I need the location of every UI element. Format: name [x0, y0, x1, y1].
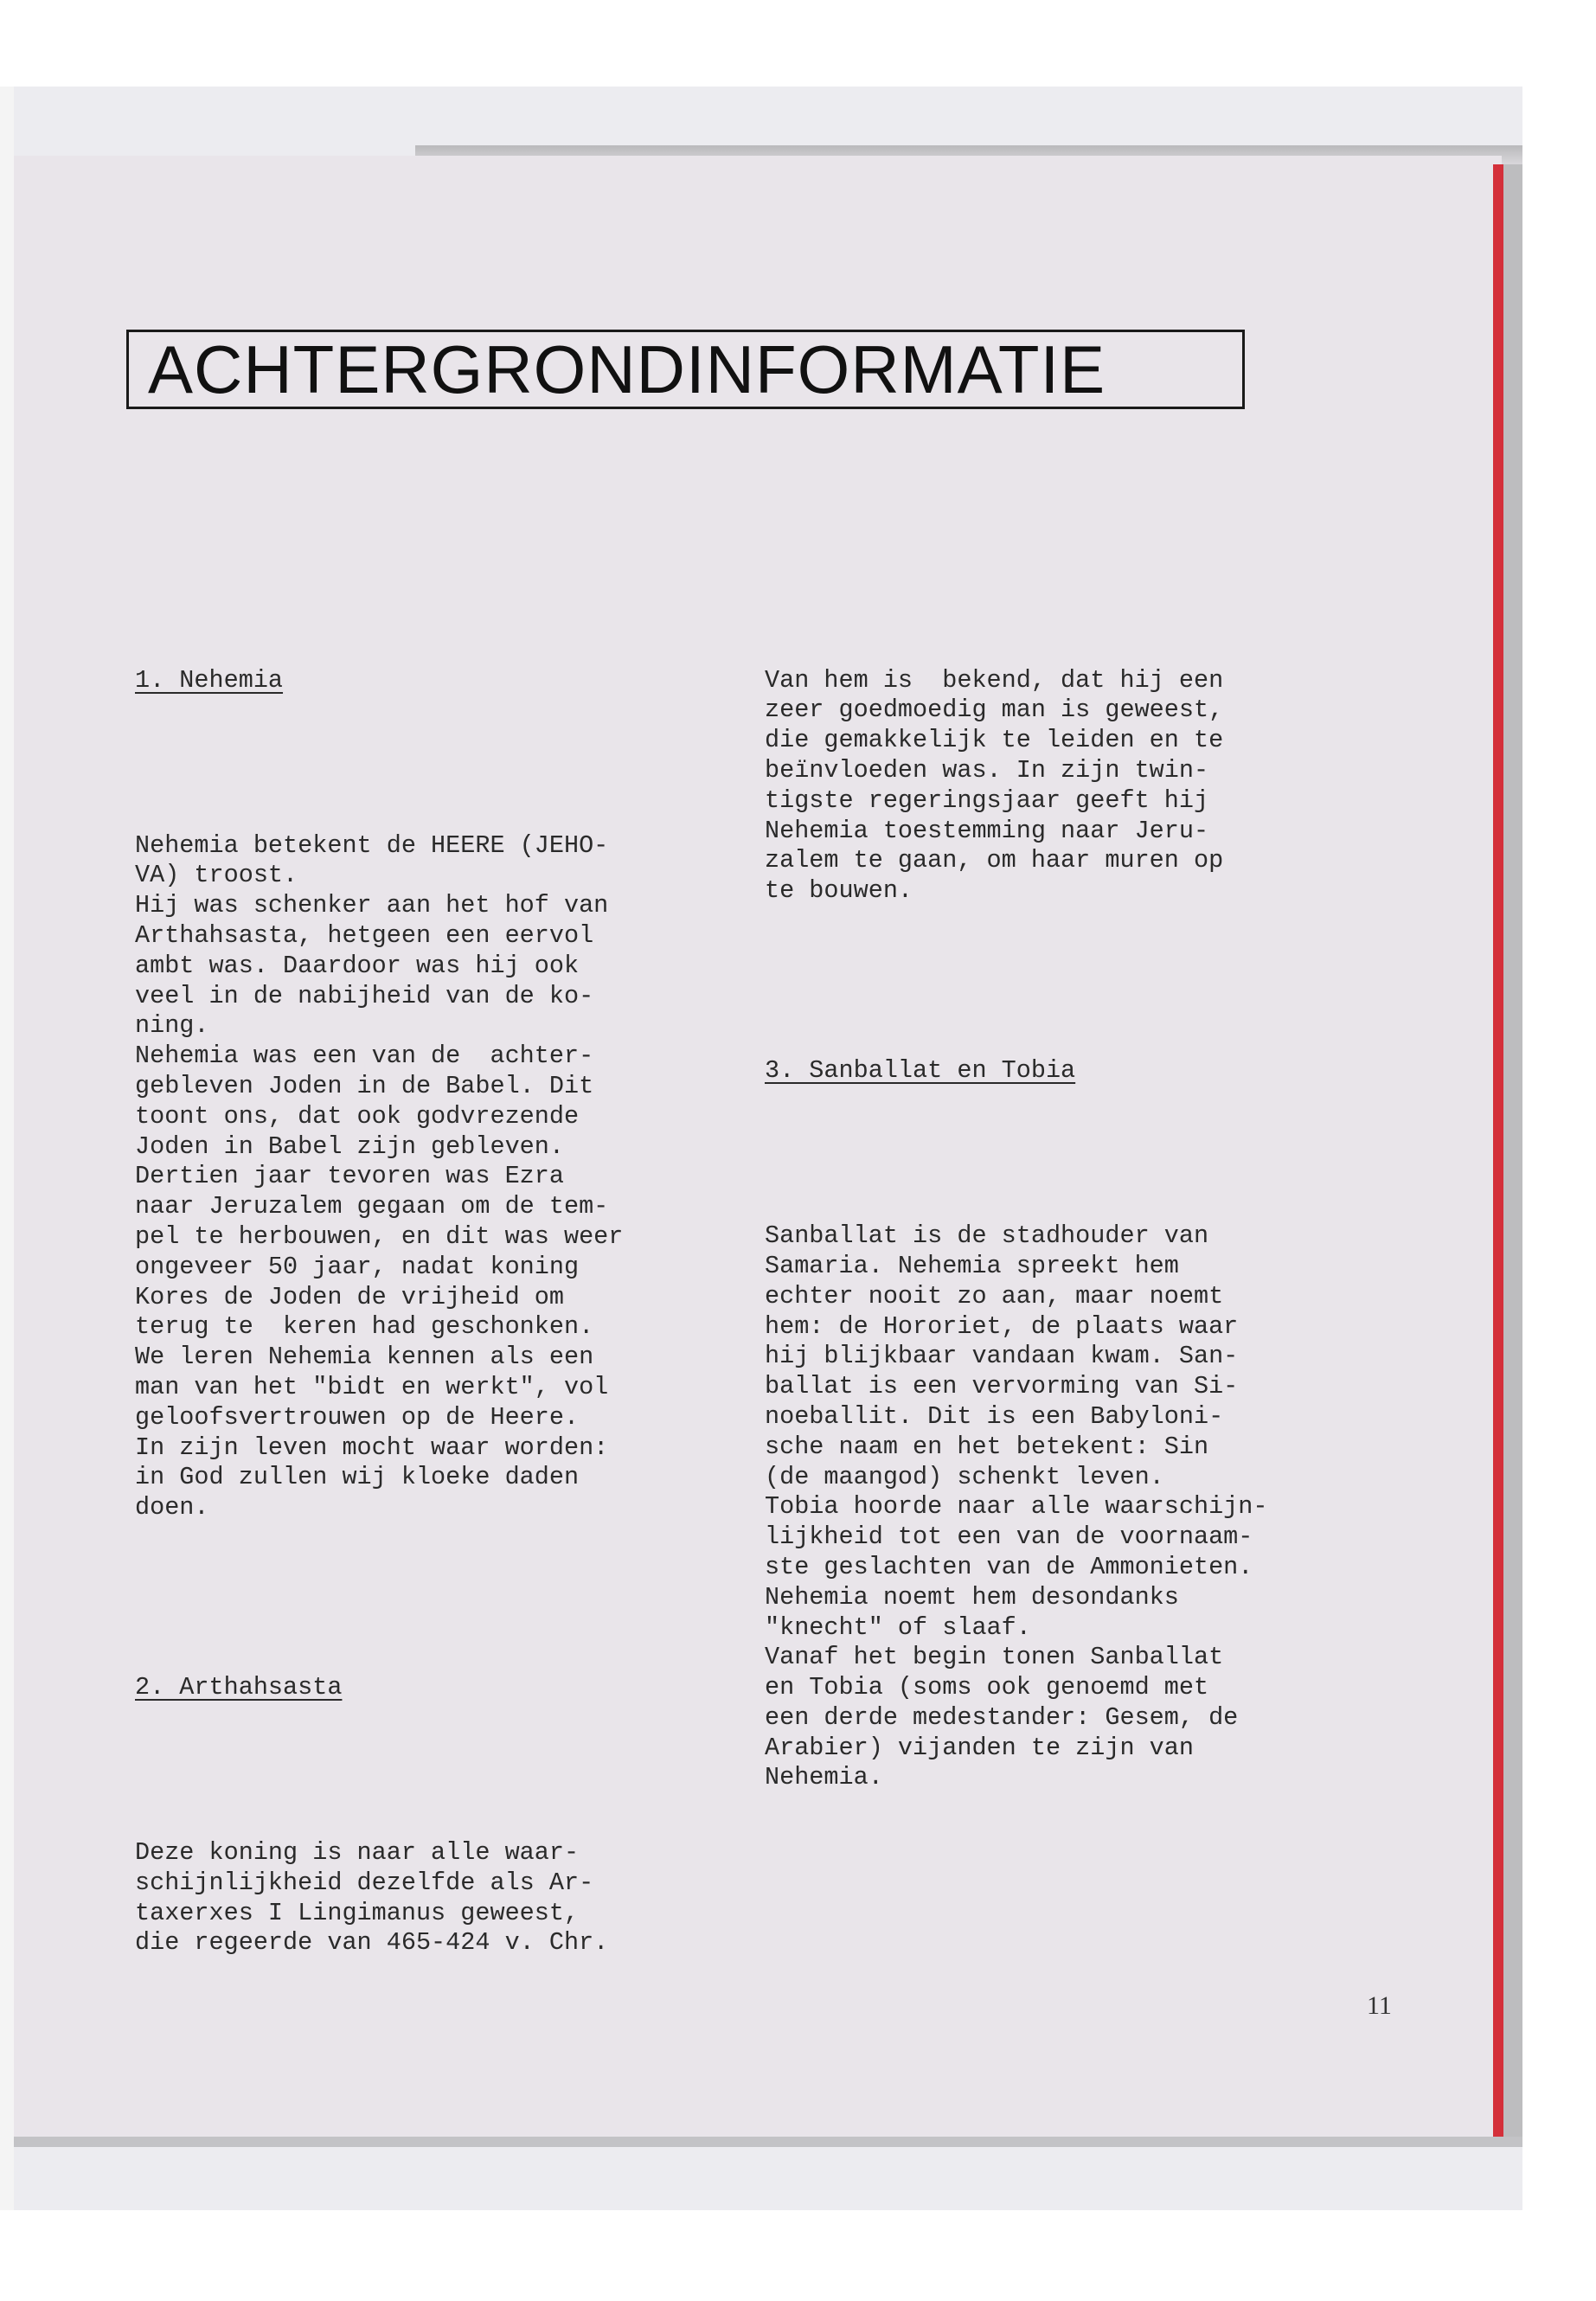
text-line: doen.	[135, 1493, 209, 1522]
text-line: Van hem is bekend, dat hij een	[765, 665, 1224, 695]
text-line: ste geslachten van de Ammonieten.	[765, 1552, 1253, 1581]
text-line: Nehemia.	[765, 1763, 883, 1792]
scan-margin-bottom	[0, 2210, 1596, 2301]
text-line: Nehemia toestemming naar Jeru-	[765, 816, 1209, 845]
text-line: veel in de nabijheid van de ko-	[135, 981, 594, 1010]
text-line: zeer goedmoedig man is geweest,	[765, 695, 1224, 725]
left-column	[135, 606, 623, 1989]
text-line: We leren Nehemia kennen als een	[135, 1343, 594, 1372]
section-body-sanballat-tobia	[765, 1221, 1268, 1793]
text-line: zalem te gaan, om haar muren op	[765, 846, 1224, 875]
text-line: noeballit. Dit is een Babyloni-	[765, 1401, 1224, 1431]
section-heading-nehemia: 1. Nehemia	[135, 665, 284, 695]
text-line: en Tobia (soms ook genoemd met	[765, 1673, 1209, 1702]
text-line: Hij was schenker aan het hof van	[135, 891, 609, 920]
text-line: die regeerde van 465-424 v. Chr.	[135, 1928, 609, 1958]
text-line: tigste regeringsjaar geeft hij	[765, 785, 1209, 815]
text-line: lijkheid tot een van de voornaam-	[765, 1522, 1253, 1552]
text-line: ballat is een vervorming van Si-	[765, 1372, 1239, 1401]
text-line: Kores de Joden de vrijheid om	[135, 1282, 564, 1311]
text-line: gebleven Joden in de Babel. Dit	[135, 1071, 594, 1100]
text-line: pel te herbouwen, en dit was weer	[135, 1221, 624, 1251]
text-line: man van het "bidt en werkt", vol	[135, 1372, 609, 1401]
spacer	[765, 1147, 1268, 1162]
spacer	[135, 1584, 623, 1613]
text-line: te bouwen.	[765, 876, 913, 906]
text-line: Sanballat is de stadhouder van	[765, 1221, 1209, 1251]
text-line: naar Jeruzalem gegaan om de tem-	[135, 1192, 609, 1221]
text-line: Dertien jaar tevoren was Ezra	[135, 1162, 564, 1191]
text-line: in God zullen wij kloeke daden	[135, 1463, 580, 1492]
spacer	[135, 756, 623, 771]
text-line: Samaria. Nehemia spreekt hem	[765, 1251, 1179, 1280]
text-line: ongeveer 50 jaar, nadat koning	[135, 1252, 580, 1281]
text-line: Nehemia betekent de HEERE (JEHO-	[135, 830, 609, 860]
section-heading-sanballat-tobia: 3. Sanballat en Tobia	[765, 1056, 1076, 1086]
page-title-box	[126, 330, 1245, 409]
text-line: ambt was. Daardoor was hij ook	[135, 951, 580, 980]
text-line: Arabier) vijanden te zijn van	[765, 1733, 1194, 1762]
section-heading-arthahsasta: 2. Arthahsasta	[135, 1673, 343, 1702]
text-line: Arthahsasta, hetgeen een eervol	[135, 920, 594, 950]
scan-margin-top	[0, 0, 1596, 87]
text-line: "knecht" of slaaf.	[765, 1612, 1031, 1642]
text-line: hem: de Hororiet, de plaats waar	[765, 1311, 1239, 1341]
text-line: (de maangod) schenkt leven.	[765, 1462, 1164, 1491]
page-title: ACHTERGRONDINFORMATIE	[148, 331, 1106, 407]
text-line: schijnlijkheid dezelfde als Ar-	[135, 1868, 594, 1897]
text-line: Vanaf het begin tonen Sanballat	[765, 1643, 1224, 1672]
text-line: VA) troost.	[135, 861, 298, 890]
section-body-arthahsasta-continued	[765, 666, 1268, 907]
text-line: taxerxes I Lingimanus geweest,	[135, 1898, 580, 1927]
scan-margin-left	[0, 87, 14, 2214]
right-column	[765, 606, 1268, 1823]
text-line: Deze koning is naar alle waar-	[135, 1838, 580, 1868]
text-line: sche naam en het betekent: Sin	[765, 1432, 1209, 1461]
text-line: terug te keren had geschonken.	[135, 1312, 594, 1342]
text-line: hij blijkbaar vandaan kwam. San-	[765, 1342, 1239, 1371]
spacer	[135, 1763, 623, 1778]
text-line: beïnvloeden was. In zijn twin-	[765, 755, 1209, 785]
spacer	[765, 967, 1268, 997]
text-line: echter nooit zo aan, maar noemt	[765, 1281, 1224, 1311]
text-line: Joden in Babel zijn gebleven.	[135, 1131, 564, 1161]
scan-margin-right	[1522, 87, 1596, 2214]
text-line: Tobia hoorde naar alle waarschijn-	[765, 1492, 1268, 1522]
text-line: Nehemia was een van de achter-	[135, 1042, 594, 1071]
text-line: Nehemia noemt hem desondanks	[765, 1582, 1179, 1612]
section-body-nehemia	[135, 831, 623, 1523]
page-number: 11	[1367, 1991, 1392, 2020]
text-line: toont ons, dat ook godvrezende	[135, 1101, 580, 1131]
red-page-edge	[1493, 164, 1503, 2137]
text-line: een derde medestander: Gesem, de	[765, 1702, 1239, 1732]
text-line: geloofsvertrouwen op de Heere.	[135, 1402, 580, 1432]
page-bottom-edge	[14, 2137, 1526, 2147]
text-line: In zijn leven mocht waar worden:	[135, 1433, 609, 1462]
section-body-arthahsasta	[135, 1838, 623, 1958]
text-line: ning.	[135, 1011, 209, 1041]
text-line: die gemakkelijk te leiden en te	[765, 726, 1224, 755]
